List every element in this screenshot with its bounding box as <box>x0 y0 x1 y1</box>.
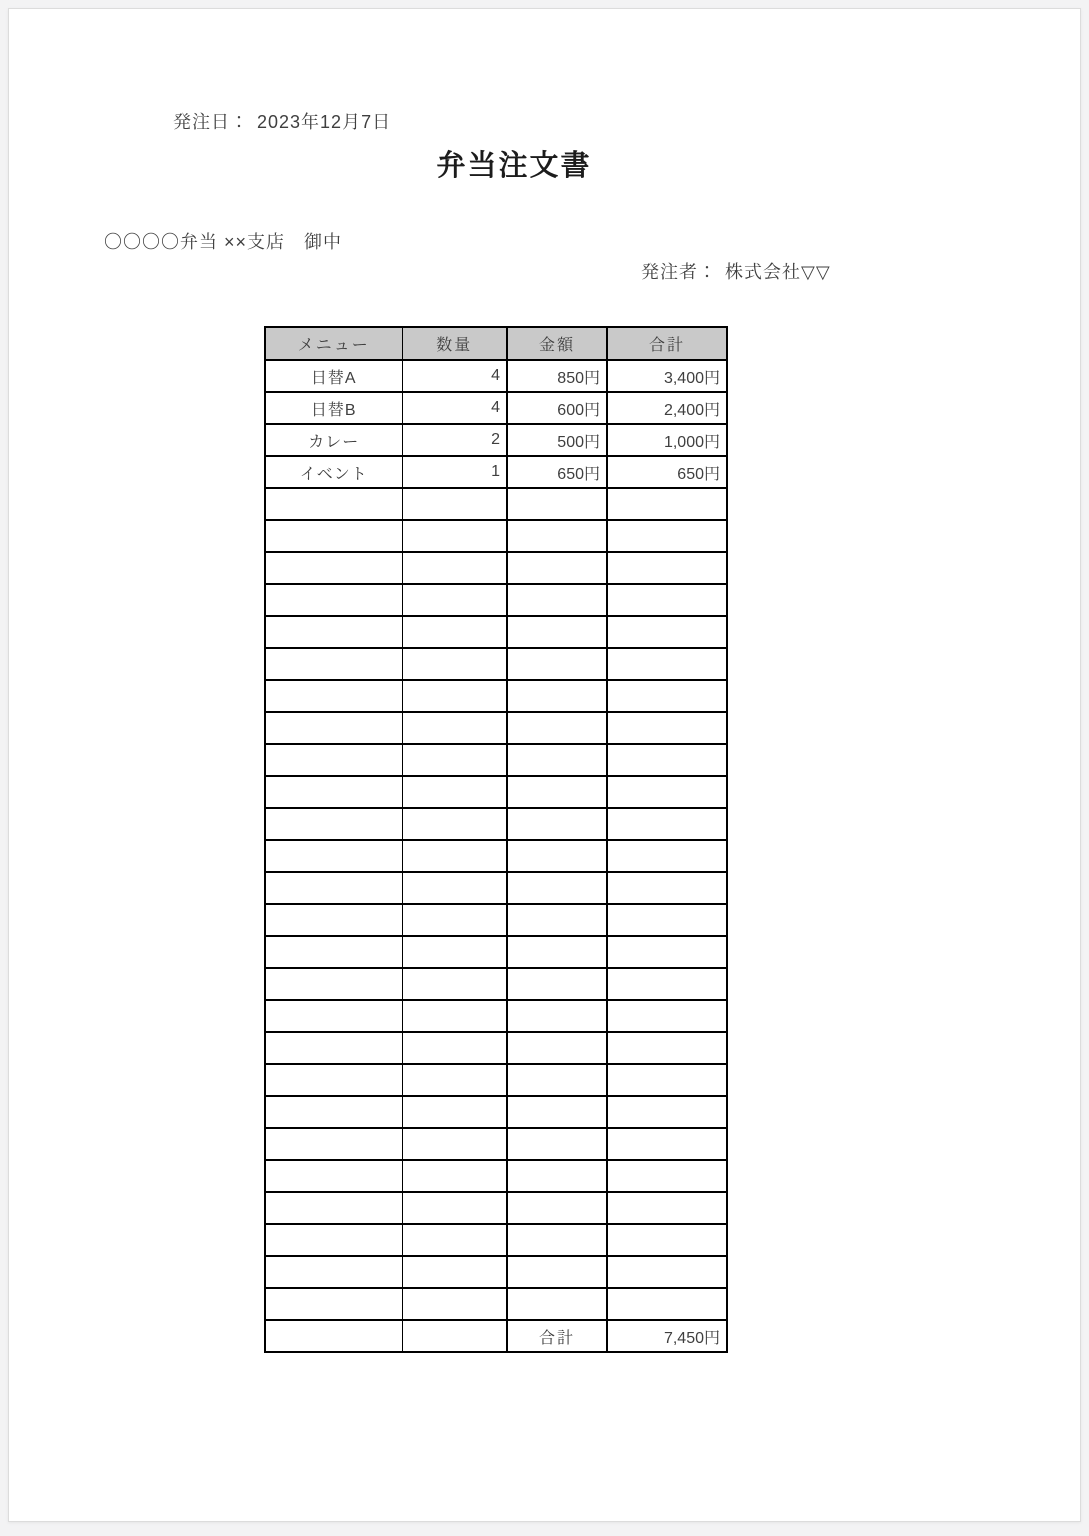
cell-price <box>507 808 607 840</box>
table-row-empty <box>265 1032 727 1064</box>
cell-total <box>607 1032 727 1064</box>
cell-qty <box>402 520 507 552</box>
cell-qty <box>402 616 507 648</box>
cell-qty <box>402 1224 507 1256</box>
cell-total <box>607 552 727 584</box>
cell-total <box>607 776 727 808</box>
orderer-label: 発注者： <box>641 262 717 282</box>
table-row-empty <box>265 1192 727 1224</box>
cell-qty <box>402 744 507 776</box>
table-row-empty <box>265 872 727 904</box>
cell-price <box>507 1224 607 1256</box>
table-row-empty <box>265 1288 727 1320</box>
cell-menu: 日替B <box>265 392 402 424</box>
cell-menu <box>265 1032 402 1064</box>
table-row-empty <box>265 776 727 808</box>
cell-menu <box>265 936 402 968</box>
grand-total-label: 合計 <box>507 1320 607 1352</box>
cell-total <box>607 936 727 968</box>
cell-price <box>507 744 607 776</box>
cell-total <box>607 1000 727 1032</box>
cell-qty: 4 <box>402 392 507 424</box>
cell-total: 3,400円 <box>607 360 727 392</box>
cell-total <box>607 1192 727 1224</box>
cell-price <box>507 584 607 616</box>
orderer-line <box>641 258 831 284</box>
cell-menu <box>265 776 402 808</box>
cell-total <box>607 968 727 1000</box>
cell-total <box>607 808 727 840</box>
cell-total <box>607 648 727 680</box>
cell-menu: 日替A <box>265 360 402 392</box>
cell-total <box>607 712 727 744</box>
cell-menu: イベント <box>265 456 402 488</box>
cell-total: 1,000円 <box>607 424 727 456</box>
cell-menu <box>265 872 402 904</box>
page-title: 弁当注文書 <box>436 150 592 182</box>
cell-price <box>507 776 607 808</box>
cell-menu <box>265 680 402 712</box>
cell-total <box>607 1096 727 1128</box>
cell-qty <box>402 808 507 840</box>
cell-total <box>607 1064 727 1096</box>
cell-qty <box>402 1000 507 1032</box>
cell-menu <box>265 616 402 648</box>
table-row <box>265 456 727 488</box>
table-row-empty <box>265 936 727 968</box>
cell-total <box>607 616 727 648</box>
cell-total <box>607 872 727 904</box>
cell-price <box>507 1128 607 1160</box>
table-row <box>265 392 727 424</box>
cell-price <box>507 520 607 552</box>
cell-qty <box>402 552 507 584</box>
cell-price <box>507 1064 607 1096</box>
cell-menu <box>265 808 402 840</box>
column-header-qty: 数量 <box>402 327 507 360</box>
cell-qty <box>402 1288 507 1320</box>
cell-price <box>507 712 607 744</box>
cell-price <box>507 552 607 584</box>
cell-qty <box>402 776 507 808</box>
table-row-empty <box>265 1000 727 1032</box>
cell-menu <box>265 712 402 744</box>
cell-qty <box>402 1320 507 1352</box>
table-total-row <box>265 1320 727 1352</box>
table-row-empty <box>265 680 727 712</box>
cell-price: 850円 <box>507 360 607 392</box>
cell-price <box>507 1000 607 1032</box>
cell-price <box>507 1256 607 1288</box>
cell-price <box>507 648 607 680</box>
table-row-empty <box>265 808 727 840</box>
order-date-value: 2023年12月7日 <box>257 112 392 132</box>
column-header-menu: メニュー <box>265 327 402 360</box>
cell-total <box>607 1288 727 1320</box>
cell-total <box>607 1256 727 1288</box>
cell-price: 650円 <box>507 456 607 488</box>
cell-qty <box>402 1096 507 1128</box>
column-header-total: 合計 <box>607 327 727 360</box>
table-row-empty <box>265 712 727 744</box>
grand-total-value: 7,450円 <box>607 1320 727 1352</box>
cell-total <box>607 840 727 872</box>
cell-menu <box>265 520 402 552</box>
table-row-empty <box>265 1096 727 1128</box>
cell-price <box>507 1192 607 1224</box>
cell-menu <box>265 488 402 520</box>
cell-menu <box>265 1256 402 1288</box>
cell-price <box>507 1288 607 1320</box>
cell-menu <box>265 1320 402 1352</box>
table-row <box>265 424 727 456</box>
table-row-empty <box>265 744 727 776</box>
cell-price <box>507 936 607 968</box>
cell-qty <box>402 1256 507 1288</box>
cell-menu <box>265 584 402 616</box>
column-header-price: 金額 <box>507 327 607 360</box>
cell-total <box>607 1160 727 1192</box>
cell-qty <box>402 584 507 616</box>
cell-qty <box>402 872 507 904</box>
cell-price <box>507 872 607 904</box>
cell-menu <box>265 1000 402 1032</box>
cell-price <box>507 968 607 1000</box>
order-date-label: 発注日： <box>173 112 249 132</box>
cell-price <box>507 1160 607 1192</box>
table-row-empty <box>265 648 727 680</box>
cell-qty <box>402 488 507 520</box>
cell-total <box>607 488 727 520</box>
cell-menu <box>265 1288 402 1320</box>
cell-price <box>507 616 607 648</box>
cell-qty <box>402 1032 507 1064</box>
table-row-empty <box>265 552 727 584</box>
cell-qty <box>402 648 507 680</box>
cell-qty <box>402 1192 507 1224</box>
document-page <box>8 8 1081 1522</box>
cell-menu <box>265 1224 402 1256</box>
cell-qty <box>402 1128 507 1160</box>
table-row-empty <box>265 1224 727 1256</box>
cell-price <box>507 488 607 520</box>
cell-price <box>507 680 607 712</box>
table-row-empty <box>265 584 727 616</box>
cell-qty <box>402 1160 507 1192</box>
cell-price <box>507 904 607 936</box>
cell-qty <box>402 840 507 872</box>
cell-total <box>607 1224 727 1256</box>
addressee-line: 〇〇〇〇弁当 ××支店 御中 <box>104 232 343 252</box>
table-row-empty <box>265 616 727 648</box>
cell-total <box>607 584 727 616</box>
cell-menu <box>265 744 402 776</box>
cell-menu <box>265 1064 402 1096</box>
table-row-empty <box>265 968 727 1000</box>
cell-menu <box>265 1096 402 1128</box>
cell-menu <box>265 648 402 680</box>
table-row <box>265 360 727 392</box>
cell-price: 600円 <box>507 392 607 424</box>
cell-qty <box>402 936 507 968</box>
cell-qty: 4 <box>402 360 507 392</box>
cell-menu <box>265 1128 402 1160</box>
cell-qty <box>402 968 507 1000</box>
cell-qty <box>402 1064 507 1096</box>
order-table <box>264 326 728 1353</box>
cell-menu <box>265 552 402 584</box>
header-row <box>265 327 727 360</box>
cell-total <box>607 680 727 712</box>
cell-qty: 2 <box>402 424 507 456</box>
order-table-header <box>265 327 727 360</box>
table-row-empty <box>265 1256 727 1288</box>
cell-total: 650円 <box>607 456 727 488</box>
cell-price <box>507 1096 607 1128</box>
cell-total <box>607 520 727 552</box>
cell-qty <box>402 712 507 744</box>
cell-total: 2,400円 <box>607 392 727 424</box>
table-row-empty <box>265 1064 727 1096</box>
table-row-empty <box>265 1160 727 1192</box>
table-row-empty <box>265 904 727 936</box>
orderer-value: 株式会社▽▽ <box>725 262 831 282</box>
cell-menu: カレー <box>265 424 402 456</box>
cell-qty <box>402 904 507 936</box>
cell-price: 500円 <box>507 424 607 456</box>
cell-qty <box>402 680 507 712</box>
cell-price <box>507 1032 607 1064</box>
cell-menu <box>265 1192 402 1224</box>
cell-total <box>607 904 727 936</box>
table-row-empty <box>265 1128 727 1160</box>
order-table-body <box>265 360 727 1352</box>
cell-menu <box>265 968 402 1000</box>
cell-price <box>507 840 607 872</box>
table-row-empty <box>265 488 727 520</box>
cell-total <box>607 744 727 776</box>
table-row-empty <box>265 840 727 872</box>
cell-qty: 1 <box>402 456 507 488</box>
cell-menu <box>265 904 402 936</box>
cell-menu <box>265 1160 402 1192</box>
table-row-empty <box>265 520 727 552</box>
cell-menu <box>265 840 402 872</box>
cell-total <box>607 1128 727 1160</box>
order-date-line <box>173 108 391 134</box>
